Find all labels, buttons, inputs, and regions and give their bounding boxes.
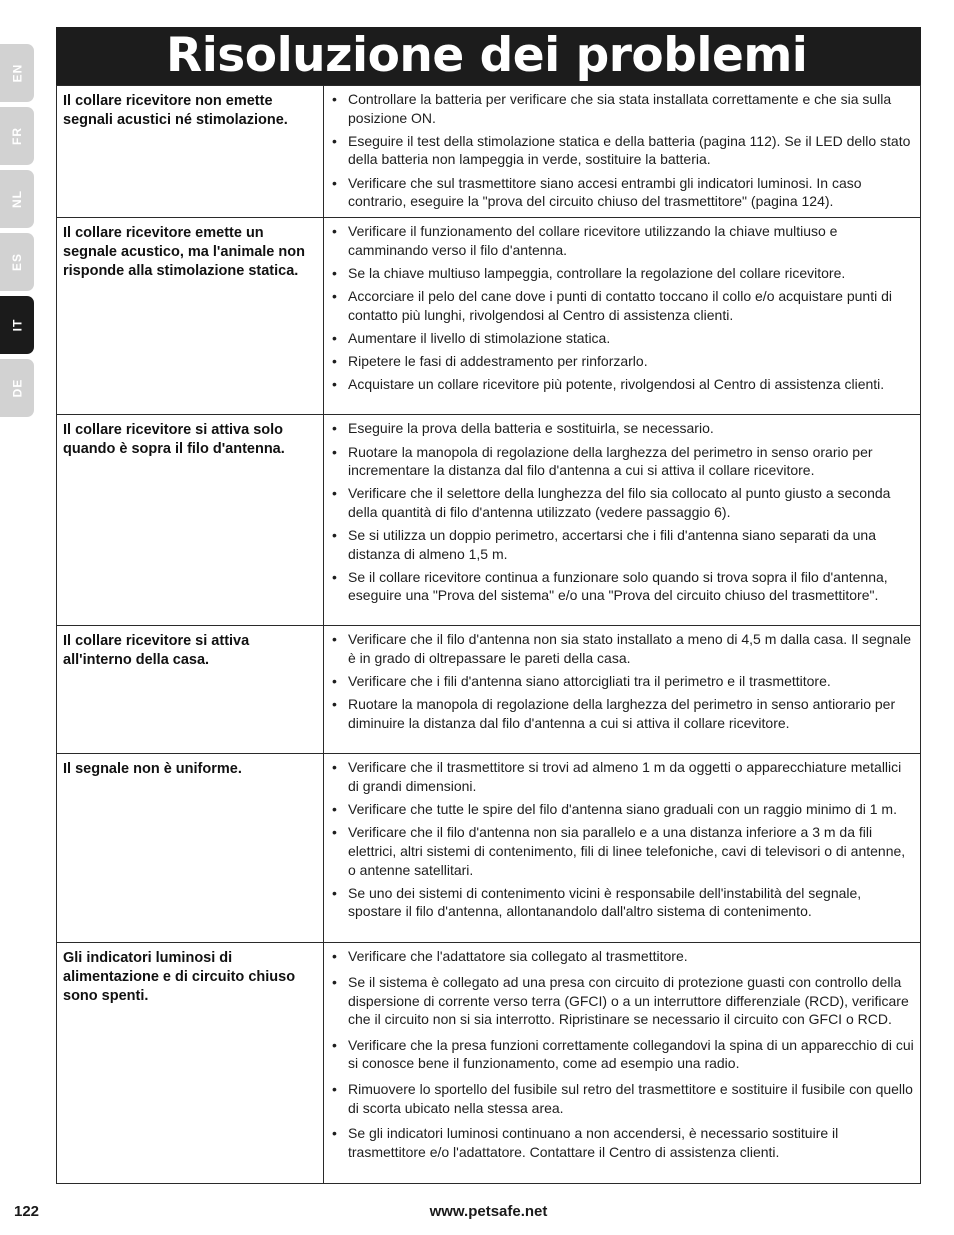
solution-item: • Ruotare la manopola di regolazione della larghezza del perimetro in senso orario per incrementare la distanza dal filo d'antenna a cui si attiva il collare ricevitore. [324,443,914,480]
solution-item: • Se la chiave multiuso lampeggia, controllare la regolazione del collare ricevitore. [324,264,914,283]
solution-cell [324,754,921,943]
language-tab-label: DE [9,378,24,398]
table-row [57,626,921,754]
solution-list [324,90,914,211]
solution-item: • Acquistare un collare ricevitore più potente, rivolgendosi al Centro di assistenza clienti. [324,375,914,394]
solution-item: • Se gli indicatori luminosi continuano a non accendersi, è necessario sostituire il trasmettitore e/o l'adattatore. Contattare il Centro di assistenza clienti. [324,1124,914,1161]
language-tab-label: EN [9,63,24,83]
website-link[interactable]: www.petsafe.net [429,1203,548,1220]
solution-item: • Ruotare la manopola di regolazione della larghezza del perimetro in senso antiorario per diminuire la distanza dal filo d'antenna a cui si attiva il collare ricevitore. [324,695,914,732]
solution-item: • Verificare che l'adattatore sia collegato al trasmettitore. [324,947,914,966]
page-title: Risoluzione dei problemi [166,28,808,83]
solution-item: • Se si utilizza un doppio perimetro, accertarsi che i fili d'antenna siano separati da una distanza di almeno 1,5 m. [324,526,914,563]
solution-list [324,758,914,921]
language-tab-fr[interactable] [0,107,34,165]
troubleshooting-table [56,85,921,1184]
solution-item: • Verificare il funzionamento del collare ricevitore utilizzando la chiave multiuso e camminando verso il filo d'antenna. [324,222,914,259]
solution-item: • Verificare che il trasmettitore si trovi ad almeno 1 m da oggetti o apparecchiature metallici di grandi dimensioni. [324,758,914,795]
language-tab-label: ES [9,252,24,272]
solution-item: • Verificare che sul trasmettitore siano accesi entrambi gli indicatori luminosi. In caso contrario, eseguire la "prova del circuito chiuso del trasmettitore" (pagina 124). [324,174,914,211]
solution-item: • Aumentare il livello di stimolazione statica. [324,329,914,348]
solution-item: • Accorciare il pelo del cane dove i punti di contatto toccano il collo e/o acquistare punti di contatto più lunghi, rivolgendosi al Centro di assistenza clienti. [324,287,914,324]
problem-cell: Il collare ricevitore si attiva all'interno della casa. [57,626,324,754]
solution-item: • Verificare che il filo d'antenna non sia stato installato a meno di 4,5 m dalla casa. Il segnale è in grado di oltrepassare le pareti della casa. [324,630,914,667]
language-tab-label: IT [9,318,24,332]
solution-item: • Ripetere le fasi di addestramento per rinforzarlo. [324,352,914,371]
solution-item: • Se il collare ricevitore continua a funzionare solo quando si trova sopra il filo d'antenna, eseguire una "Prova del sistema" e/o una "Prova del circuito chiuso del trasmettitore". [324,568,914,605]
solution-item: • Verificare che il filo d'antenna non sia parallelo e a una distanza inferiore a 3 m da fili elettrici, altri sistemi di contenimento, fili di linee telefoniche, cavi di televisori o di antenne, o antenne satellitari. [324,823,914,879]
solution-item: • Verificare che la presa funzioni correttamente collegandovi la spina di un apparecchio di cui si conosce bene il funzionamento, come ad esempio una radio. [324,1036,914,1073]
problem-cell: Il collare ricevitore non emette segnali acustici né stimolazione. [57,86,324,218]
solution-item: • Verificare che tutte le spire del filo d'antenna siano graduali con un raggio minimo di 1 m. [324,800,914,819]
solution-item: • Controllare la batteria per verificare che sia stata installata correttamente e che sia sulla posizione ON. [324,90,914,127]
solution-item: • Eseguire la prova della batteria e sostituirla, se necessario. [324,419,914,438]
language-tab-label: FR [10,127,24,145]
solution-list [324,630,914,732]
language-tab-label: NL [10,190,24,208]
solution-item: • Verificare che i fili d'antenna siano attorcigliati tra il perimetro e il trasmettitore. [324,672,914,691]
page-number: 122 [14,1203,40,1220]
table-row [57,943,921,1184]
solution-item: • Se uno dei sistemi di contenimento vicini è responsabile dell'instabilità del segnale, spostare il filo d'antenna, allontanandolo dall'altro sistema di contenimento. [324,884,914,921]
solution-item: • Se il sistema è collegato ad una presa con circuito di protezione guasti con controllo della dispersione di corrente verso terra (GFCI) o a un interruttore differenziale (RCD), verificare che il circuito non si sia interrotto. Ripristinare se necessario il circuito con GFCI o RCD. [324,973,914,1029]
language-tab-de[interactable] [0,359,34,417]
language-tab-it[interactable] [0,296,34,354]
language-tab-es[interactable] [0,233,34,291]
solution-item: • Rimuovere lo sportello del fusibile sul retro del trasmettitore e sostituire il fusibile con quello di scorta ubicato nella stessa area. [324,1080,914,1117]
table-row [57,415,921,626]
solution-cell [324,626,921,754]
solution-list [324,947,914,1161]
language-tab-nl[interactable] [0,170,34,228]
title-bar [56,27,921,85]
table-row [57,218,921,415]
solution-cell [324,415,921,626]
language-tab-en[interactable] [0,44,34,102]
problem-cell: Gli indicatori luminosi di alimentazione e di circuito chiuso sono spenti. [57,943,324,1184]
solution-cell [324,943,921,1184]
table-row [57,86,921,218]
problem-cell: Il collare ricevitore emette un segnale acustico, ma l'animale non risponde alla stimolazione statica. [57,218,324,415]
solution-item: • Verificare che il selettore della lunghezza del filo sia collocato al punto giusto a seconda della quantità di filo d'antenna utilizzato (vedere passaggio 6). [324,484,914,521]
solution-cell [324,86,921,218]
problem-cell: Il collare ricevitore si attiva solo quando è sopra il filo d'antenna. [57,415,324,626]
table-row [57,754,921,943]
problem-cell: Il segnale non è uniforme. [57,754,324,943]
solution-item: • Eseguire il test della stimolazione statica e della batteria (pagina 112). Se il LED dello stato della batteria non lampeggia in verde, sostituire la batteria. [324,132,914,169]
solution-list [324,222,914,394]
solution-cell [324,218,921,415]
solution-list [324,419,914,605]
